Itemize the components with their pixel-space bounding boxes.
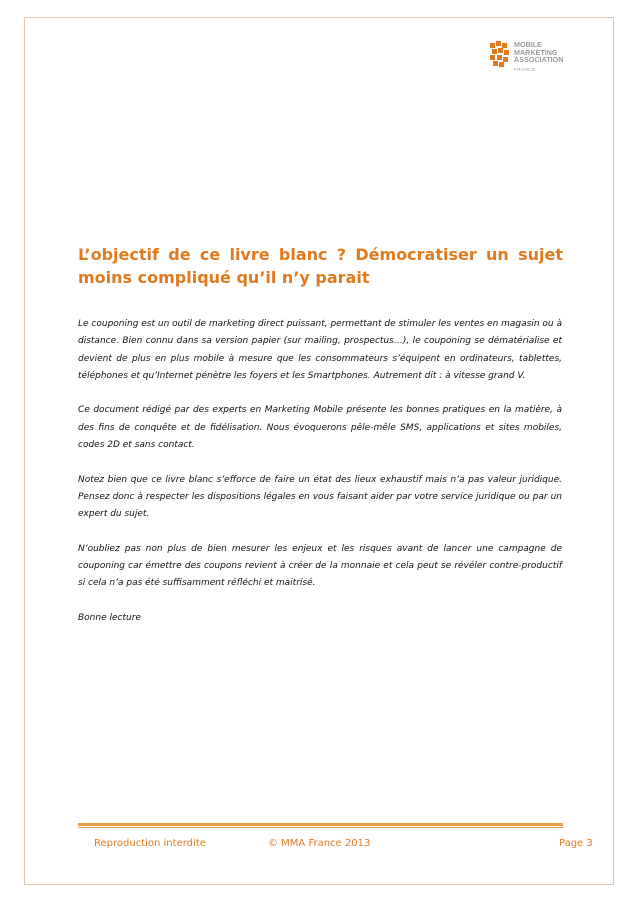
logo-line-1: MOBILE	[514, 40, 542, 49]
paragraph: Notez bien que ce livre blanc s’efforce de faire un état des lieux exhaustif mais n’a pas valeur juridique. Pensez donc à respecter les dispositions légales en vous faisant aider par votre service juridique ou par un expert du sujet.	[78, 474, 562, 520]
mma-logo	[489, 39, 579, 75]
logo-wordmark	[514, 41, 584, 64]
logo-country: FRANCE	[514, 67, 536, 72]
body-text	[78, 316, 562, 645]
footer-copyright: © MMA France 2013	[268, 838, 371, 849]
footer-rule-thin	[78, 827, 563, 828]
paragraph: N’oubliez pas non plus de bien mesurer les enjeux et les risques avant de lancer une campagne de couponing car émettre des coupons revient à créer de la monnaie et cela peut se révéler contre-productif si cela n’a pas été suffisamment réfléchi et maitrisé.	[78, 543, 562, 589]
footer-notice: Reproduction interdite	[94, 838, 206, 849]
footer-rule-thick	[78, 823, 563, 826]
section-heading: L’objectif de ce livre blanc ? Démocratiser un sujet moins compliqué qu’il n’y parait	[78, 245, 563, 287]
mma-logo-icon	[489, 39, 513, 69]
paragraph: Ce document rédigé par des experts en Marketing Mobile présente les bonnes pratiques en la matière, à des fins de conquête et de fidélisation. Nous évoquerons pêle-mêle SMS, applications et sites mobiles, codes 2D et sans contact.	[78, 405, 562, 451]
paragraph: Le couponing est un outil de marketing direct puissant, permettant de stimuler les ventes en magasin ou à distance. Bien connu dans sa version papier (sur mailing, prospectus…), le couponing se dématérialise et devient de plus en plus mobile à mesure que les consommateurs s’équipent en ordinateurs, tablettes, téléphones et qu’Internet pénètre les foyers et les Smartphones. Autrement dit : à vitesse grand V.	[78, 319, 563, 381]
logo-line-2: MARKETING	[514, 47, 558, 57]
page-number: Page 3	[559, 838, 593, 849]
closing-line: Bonne lecture	[78, 613, 141, 624]
logo-line-3: ASSOCIATION	[514, 55, 564, 65]
